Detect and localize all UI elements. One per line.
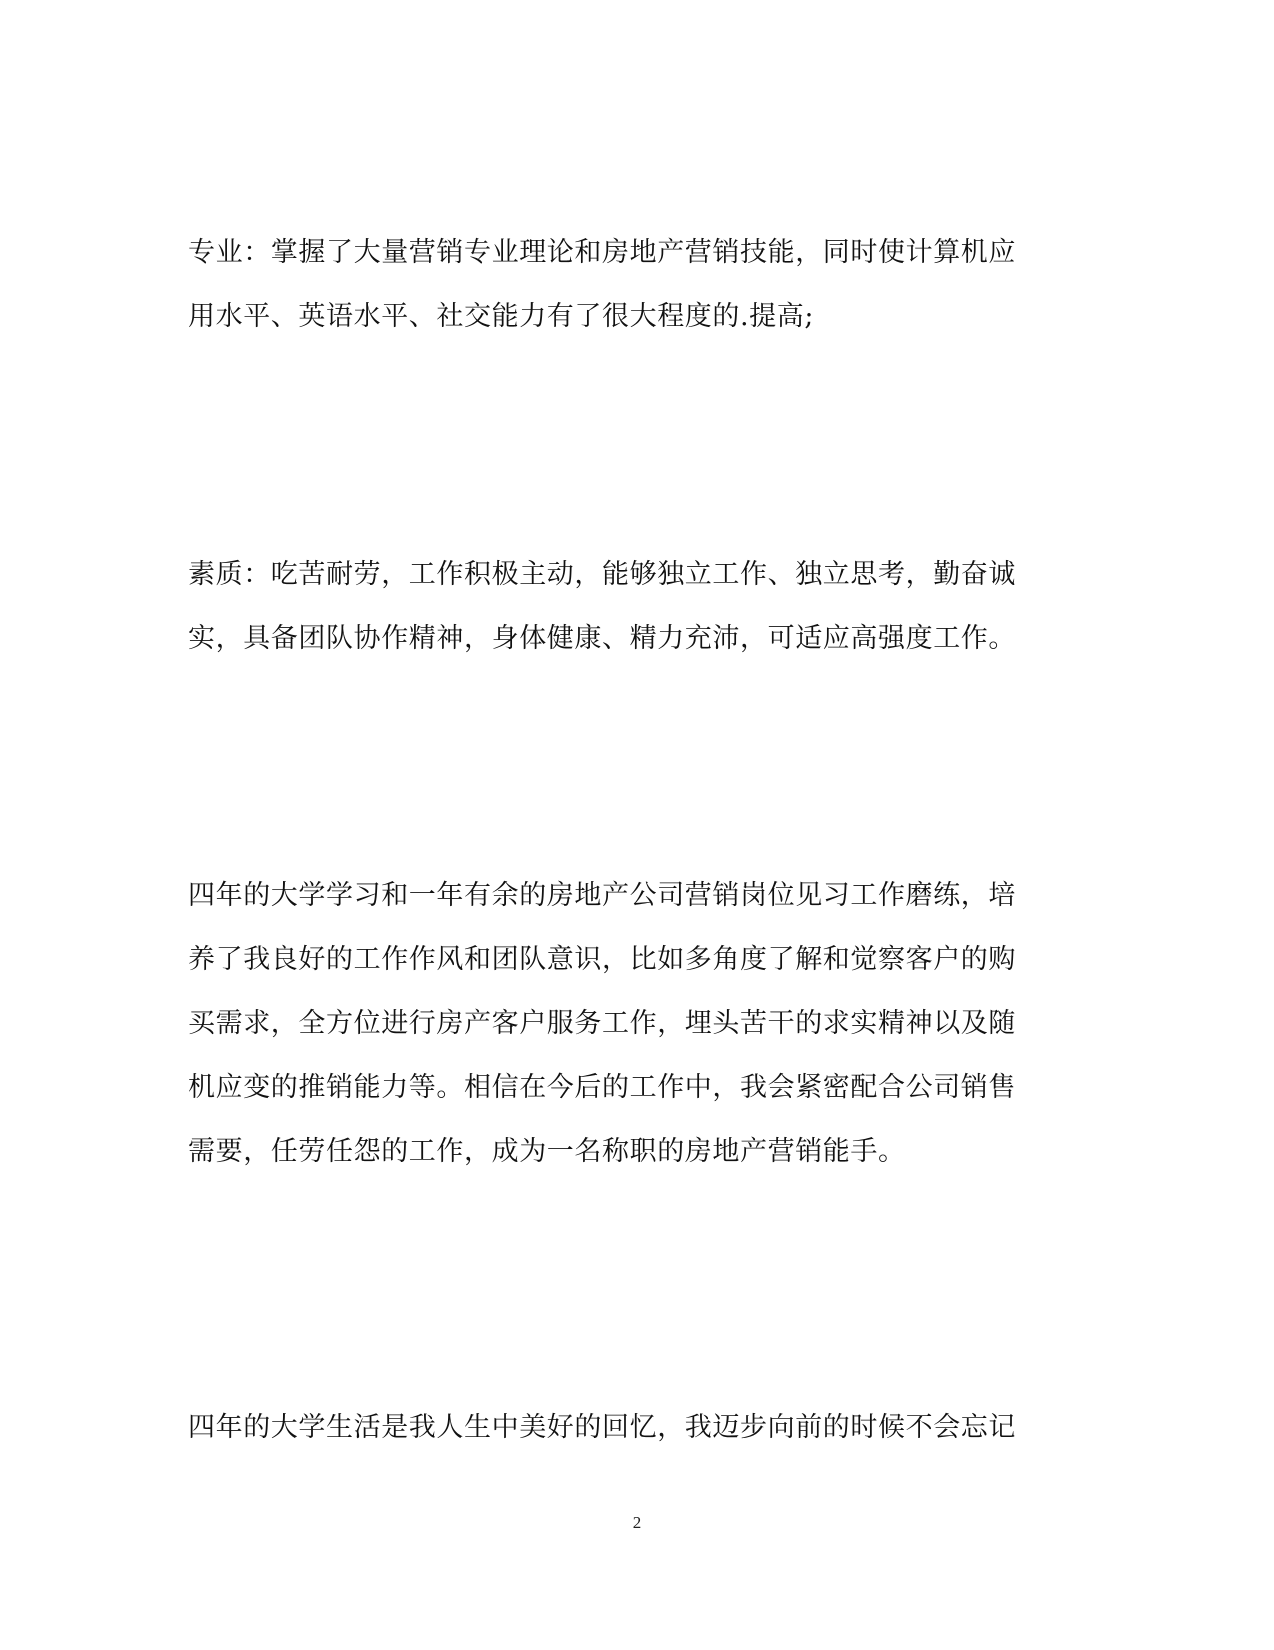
paragraph-line: 养了我良好的工作作风和团队意识，比如多角度了解和觉察客户的购	[188, 944, 1016, 975]
paragraph-work-experience	[188, 864, 1068, 1184]
paragraph-professional-skills	[188, 221, 1068, 349]
paragraph-line: 用水平、英语水平、社交能力有了很大程度的.提高;	[188, 301, 815, 332]
paragraph-university-life	[188, 1396, 1068, 1460]
paragraph-line: 需要，任劳任怨的工作，成为一名称职的房地产营销能手。	[188, 1136, 906, 1167]
paragraph-line: 机应变的推销能力等。相信在今后的工作中，我会紧密配合公司销售	[188, 1072, 1016, 1103]
paragraph-line: 素质：吃苦耐劳，工作积极主动，能够独立工作、独立思考，勤奋诚	[188, 559, 1016, 590]
paragraph-personal-qualities	[188, 543, 1068, 671]
paragraph-line: 专业：掌握了大量营销专业理论和房地产营销技能，同时使计算机应	[188, 237, 1016, 268]
paragraph-line: 四年的大学学习和一年有余的房地产公司营销岗位见习工作磨练，培	[188, 880, 1016, 911]
paragraph-line: 四年的大学生活是我人生中美好的回忆，我迈步向前的时候不会忘记	[188, 1412, 1016, 1443]
paragraph-line: 实，具备团队协作精神，身体健康、精力充沛，可适应高强度工作。	[188, 623, 1016, 654]
page-number: 2	[632, 1513, 642, 1532]
paragraph-line: 买需求，全方位进行房产客户服务工作，埋头苦干的求实精神以及随	[188, 1008, 1016, 1039]
